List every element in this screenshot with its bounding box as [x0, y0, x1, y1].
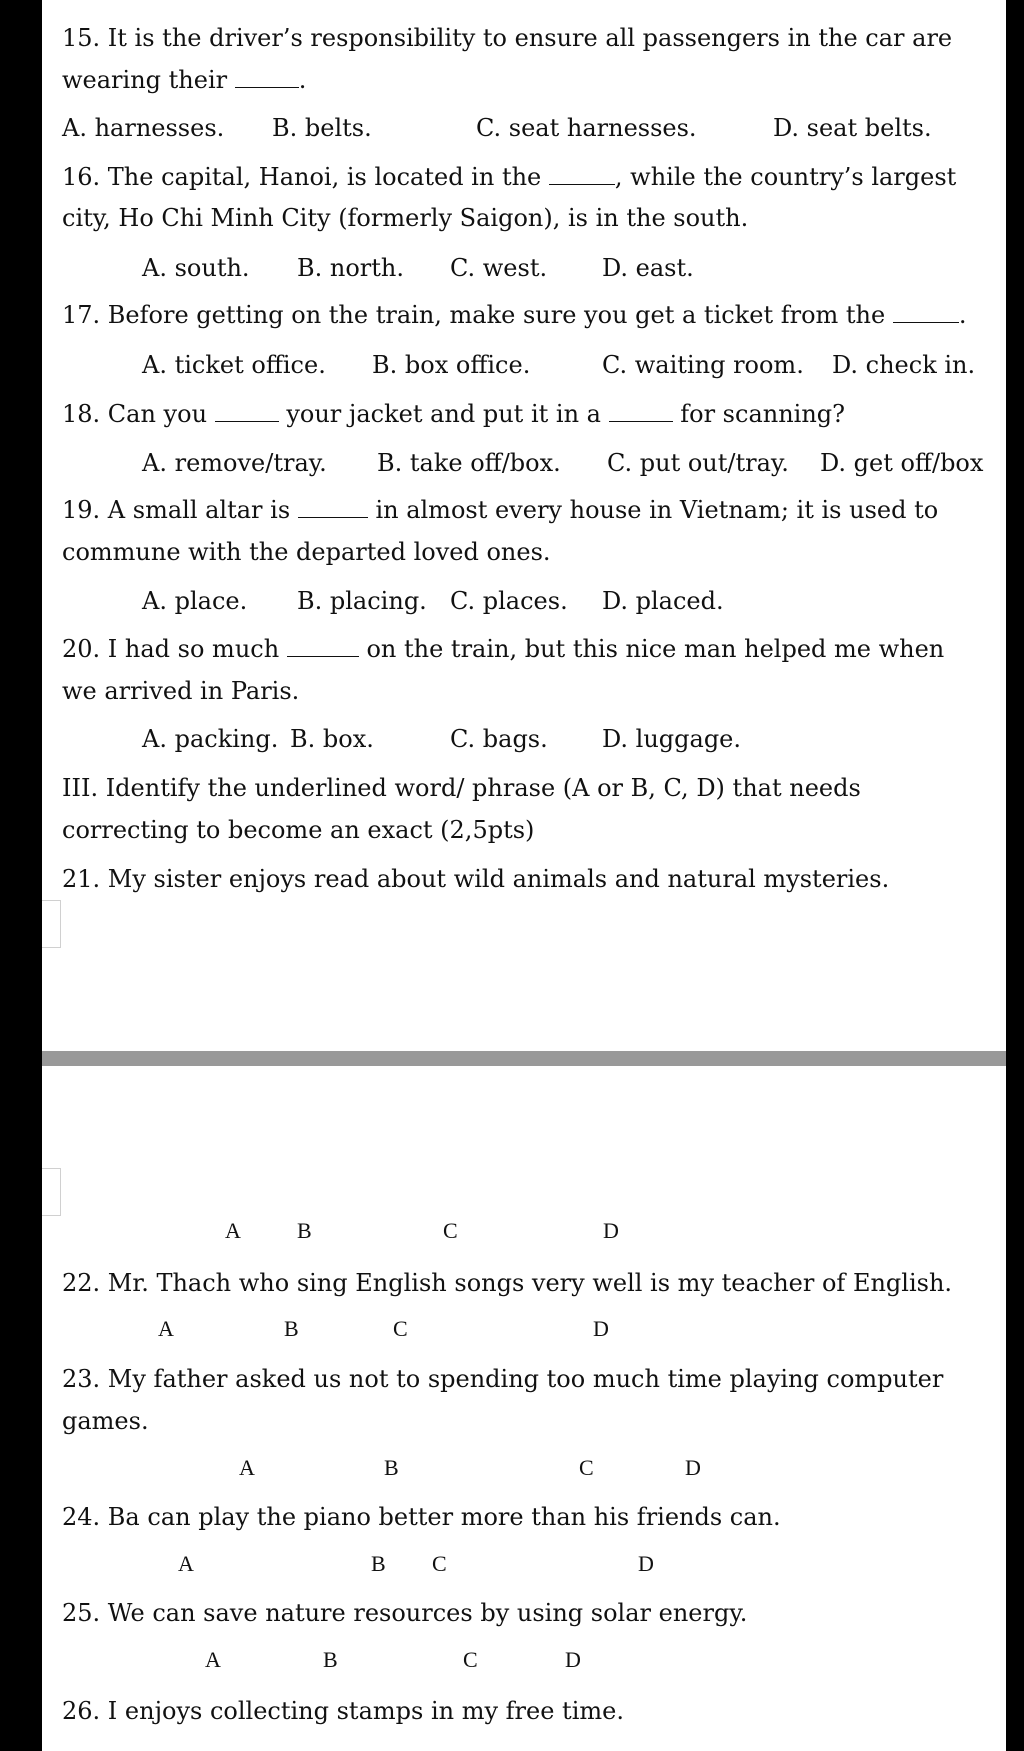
page-edge-mark	[42, 900, 61, 948]
answer-blank	[298, 495, 368, 518]
question-17-option-d: D. check in.	[832, 351, 976, 379]
answer-blank	[893, 300, 959, 323]
answer-blank	[235, 65, 299, 88]
question-16-line-2: city, Ho Chi Minh City (formerly Saigon), is in the south.	[62, 204, 749, 232]
answer-blank	[215, 399, 279, 422]
question-20-line-2: we arrived in Paris.	[62, 677, 300, 705]
question-19-line-1: 19. A small altar is in almost every house in Vietnam; it is used to	[62, 496, 939, 524]
worksheet-page-bottom	[42, 1066, 1006, 1751]
question-19-option-d: D. placed.	[602, 587, 724, 615]
page-separator	[42, 1051, 1006, 1066]
question-17-option-a: A. ticket office.	[142, 351, 326, 379]
question-16-option-b: B. north.	[297, 254, 405, 282]
question-23-mark-b: B	[384, 1455, 399, 1480]
question-22-text: 22. Mr. Thach who sing English songs very well is my teacher of English.	[62, 1269, 953, 1297]
question-17-option-b: B. box office.	[372, 351, 531, 379]
question-25-text: 25. We can save nature resources by using solar energy.	[62, 1599, 748, 1627]
question-15-line-1: 15. It is the driver’s responsibility to ensure all passengers in the car are	[62, 24, 953, 52]
page-edge-mark	[42, 1168, 61, 1216]
question-22-mark-c: C	[393, 1316, 408, 1341]
question-15-line-2: wearing their .	[62, 66, 307, 94]
question-17-line-1: 17. Before getting on the train, make sure you get a ticket from the .	[62, 301, 967, 329]
question-23-mark-c: C	[579, 1455, 594, 1480]
question-19-option-a: A. place.	[142, 587, 248, 615]
question-21-mark-d: D	[603, 1218, 619, 1243]
question-22-mark-d: D	[593, 1316, 609, 1341]
question-16-line-1: 16. The capital, Hanoi, is located in the , while the country’s largest	[62, 163, 957, 191]
question-24-mark-a: A	[178, 1551, 194, 1576]
question-22-mark-b: B	[284, 1316, 299, 1341]
question-18-option-b: B. take off/box.	[377, 449, 561, 477]
question-25-mark-d: D	[565, 1647, 581, 1672]
question-21-mark-a: A	[225, 1218, 241, 1243]
question-23-line-1: 23. My father asked us not to spending too much time playing computer	[62, 1365, 944, 1393]
answer-blank	[549, 162, 615, 185]
question-19-line-2: commune with the departed loved ones.	[62, 538, 551, 566]
question-22-mark-a: A	[158, 1316, 174, 1341]
question-15-option-c: C. seat harnesses.	[476, 114, 697, 142]
question-18-line-1: 18. Can you your jacket and put it in a for scanning?	[62, 400, 846, 428]
question-16-option-d: D. east.	[602, 254, 694, 282]
question-20-option-b: B. box.	[290, 725, 374, 753]
question-19-option-b: B. placing.	[297, 587, 427, 615]
question-15-option-a: A. harnesses.	[62, 114, 225, 142]
question-24-mark-b: B	[371, 1551, 386, 1576]
question-20-option-c: C. bags.	[450, 725, 548, 753]
question-25-mark-c: C	[463, 1647, 478, 1672]
question-23-line-2: games.	[62, 1407, 149, 1435]
answer-blank	[287, 634, 359, 657]
question-23-mark-d: D	[685, 1455, 701, 1480]
question-17-option-c: C. waiting room.	[602, 351, 804, 379]
question-21-mark-c: C	[443, 1218, 458, 1243]
question-21-mark-b: B	[297, 1218, 312, 1243]
question-15-option-b: B. belts.	[272, 114, 372, 142]
worksheet-page-top	[42, 0, 1006, 1051]
question-25-mark-a: A	[205, 1647, 221, 1672]
question-16-option-a: A. south.	[142, 254, 250, 282]
question-21-text: 21. My sister enjoys read about wild animals and natural mysteries.	[62, 865, 890, 893]
question-25-mark-b: B	[323, 1647, 338, 1672]
question-24-mark-c: C	[432, 1551, 447, 1576]
question-23-mark-a: A	[239, 1455, 255, 1480]
answer-blank	[609, 399, 673, 422]
question-18-option-c: C. put out/tray.	[607, 449, 789, 477]
question-19-option-c: C. places.	[450, 587, 568, 615]
question-18-option-d: D. get off/box	[820, 449, 984, 477]
question-20-option-a: A. packing.	[142, 725, 279, 753]
section-3-heading-line-2: correcting to become an exact (2,5pts)	[62, 816, 535, 844]
question-20-option-d: D. luggage.	[602, 725, 742, 753]
section-3-heading-line-1: III. Identify the underlined word/ phrase (A or B, C, D) that needs	[62, 774, 861, 802]
question-16-option-c: C. west.	[450, 254, 548, 282]
question-18-option-a: A. remove/tray.	[142, 449, 327, 477]
question-20-line-1: 20. I had so much on the train, but this nice man helped me when	[62, 635, 945, 663]
question-15-option-d: D. seat belts.	[773, 114, 932, 142]
question-26-text: 26. I enjoys collecting stamps in my free time.	[62, 1697, 624, 1725]
question-24-mark-d: D	[638, 1551, 654, 1576]
question-24-text: 24. Ba can play the piano better more than his friends can.	[62, 1503, 781, 1531]
